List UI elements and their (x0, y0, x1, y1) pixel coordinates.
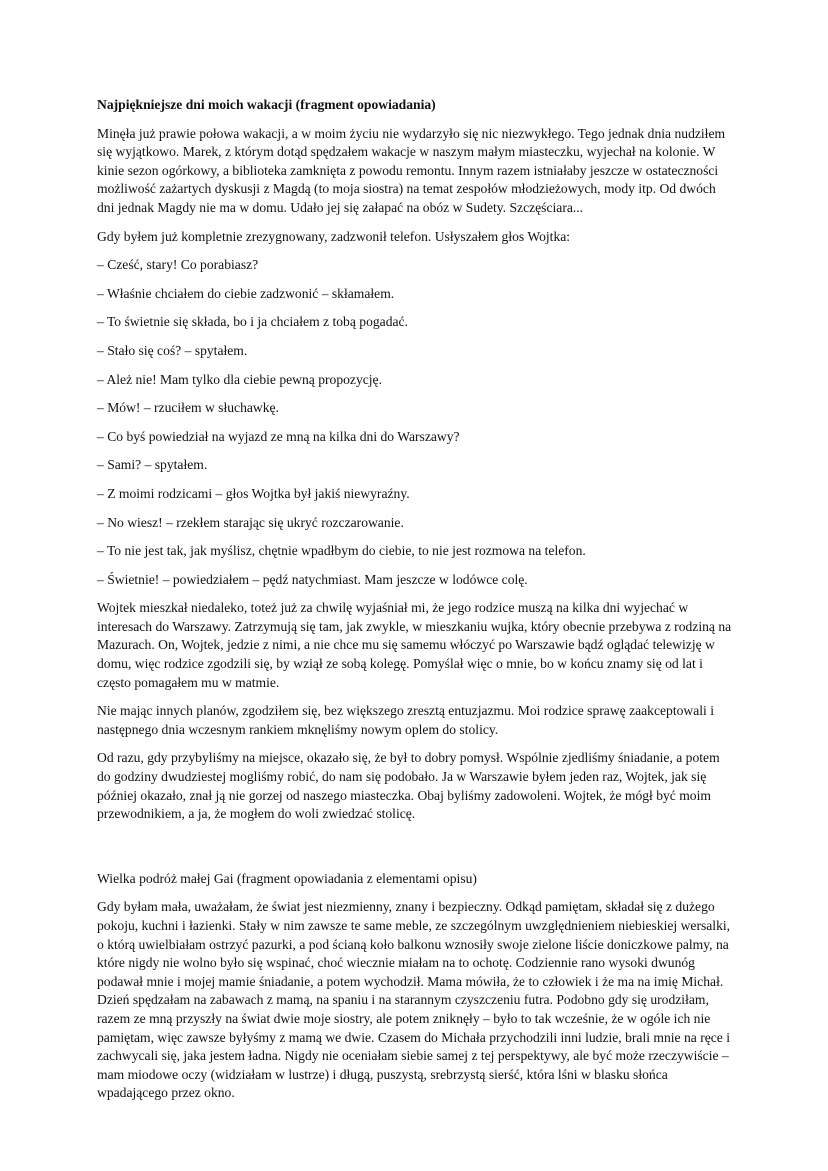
dialog-line: – Mów! – rzuciłem w słuchawkę. (97, 400, 279, 416)
dialog-line: – Właśnie chciałem do ciebie zadzwonić – skłamałem. (97, 285, 395, 301)
dialog-line: – No wiesz! – rzekłem starając się ukryć rozczarowanie. (97, 514, 404, 530)
document-page (97, 96, 733, 1113)
dialog-block (97, 256, 733, 589)
dialog-line: – Ależ nie! Mam tylko dla ciebie pewną propozycję. (97, 371, 382, 387)
story1-intro-paragraph: Minęła już prawie połowa wakacji, a w moim życiu nie wydarzyło się nic niezwykłego. Tego jednak dnia nudziłem się wyjątkowo. Marek, z którym dotąd spędzałem wakacje w naszym małym miasteczku, wyjechał na kolonie. W kinie sezon ogórkowy, a biblioteka zamknięta z powodu remontu. Innym razem istniałaby jeszcze w ostateczności możliwość zażartych dyskusji z Magdą (to moja siostra) na temat zespołów młodzieżowych, mody itp. Od dwóch dni jednak Magdy nie ma w domu. Udało jej się załapać na obóz w Sudety. Szczęściara... (97, 125, 726, 215)
story1-arrival-paragraph: Od razu, gdy przybyliśmy na miejsce, okazało się, że był to dobry pomysł. Wspólnie zjedliśmy śniadanie, a potem do godziny dwudziestej mogliśmy robić, do nam się podobało. Ja w Warszawie byłem jeden raz, Wojtek, jak się później okazało, znał ją nie gorzej od naszego miasteczka. Obaj byliśmy zadowoleni. Wojtek, że mógł być moim przewodnikiem, a ja, że mogłem do woli zwiedzać stolicę. (97, 750, 720, 822)
dialog-line: – To świetnie się składa, bo i ja chciałem z tobą pogadać. (97, 314, 408, 330)
dialog-line: – Cześć, stary! Co porabiasz? (97, 257, 259, 273)
story2-title: Wielka podróż małej Gai (fragment opowiadania z elementami opisu) (97, 870, 477, 886)
dialog-line: – Z moimi rodzicami – głos Wojtka był jakiś niewyraźny. (97, 485, 410, 501)
story1-phone-intro: Gdy byłem już kompletnie zrezygnowany, zadzwonił telefon. Usłyszałem głos Wojtka: (97, 228, 571, 244)
story1-wojtek-paragraph: Wojtek mieszkał niedaleko, toteż już za chwilę wyjaśniał mi, że jego rodzice muszą na kilka dni wyjechać w interesach do Warszawy. Zatrzymują się tam, jak zwykle, w mieszkaniu wujka, który obecnie przebywa z rodziną na Mazurach. On, Wojtek, jedzie z nimi, a nie chce mu się samemu włóczyć po Warszawie bądź oglądać telewizję w domu, więc rodzice zgodzili się, by wziął ze sobą kolegę. Pomyślał więc o mnie, bo w końcu znamy się od lat i często pomagałem mu w matmie. (97, 600, 732, 690)
dialog-line: – Sami? – spytałem. (97, 457, 208, 473)
dialog-line: – To nie jest tak, jak myślisz, chętnie wpadłbym do ciebie, to nie jest rozmowa na telefon. (97, 543, 586, 559)
story1-plans-paragraph: Nie mając innych planów, zgodziłem się, bez większego zresztą entuzjazmu. Moi rodzice sprawę zaakceptowali i następnego dnia wczesnym rankiem mknęliśmy nowym oplem do stolicy. (97, 703, 714, 737)
story2-body-paragraph: Gdy byłam mała, uważałam, że świat jest niezmienny, znany i bezpieczny. Odkąd pamiętam, składał się z dużego pokoju, kuchni i łazienki. Stały w nim zawsze te same meble, ze szczególnym uwzględnieniem niebieskiej wersalki, o którą uwielbiałam ostrzyć pazurki, a pod ścianą koło balkonu wznosiły swoje zielone liście doniczkowe palmy, na które nigdy nie wolno było się wspinać, choć wiecznie miałam na to ochotę. Codziennie rano wysoki dwunóg podawał mnie i mojej mamie śniadanie, a potem wychodził. Mama mówiła, że to człowiek i że ma na imię Michał. Dzień spędzałam na zabawach z mamą, na spaniu i na starannym czyszczeniu futra. Podobno gdy się urodziłam, razem ze mną przyszły na świat dwie moje siostry, ale potem zniknęły – było to tak wcześnie, że w ogóle ich nie pamiętam, więc zawsze byłyśmy z mamą we dwie. Czasem do Michała przychodzili inni ludzie, brali mnie na ręce i zachwycali się, jaka jestem ładna. Nigdy nie oceniałam siebie samej z tej perspektywy, ale być może rzeczywiście – mam miodowe oczy (widziałam w lustrze) i długą, puszystą, srebrzystą sierść, która lśni w blasku słońca wpadającego przez okno. (97, 899, 731, 1101)
dialog-line: – Świetnie! – powiedziałem – pędź natychmiast. Mam jeszcze w lodówce colę. (97, 571, 528, 587)
dialog-line: – Co byś powiedział na wyjazd ze mną na kilka dni do Warszawy? (97, 428, 460, 444)
section-gap (97, 834, 733, 870)
dialog-line: – Stało się coś? – spytałem. (97, 342, 248, 358)
story1-title: Najpiękniejsze dni moich wakacji (fragment opowiadania) (97, 97, 436, 112)
